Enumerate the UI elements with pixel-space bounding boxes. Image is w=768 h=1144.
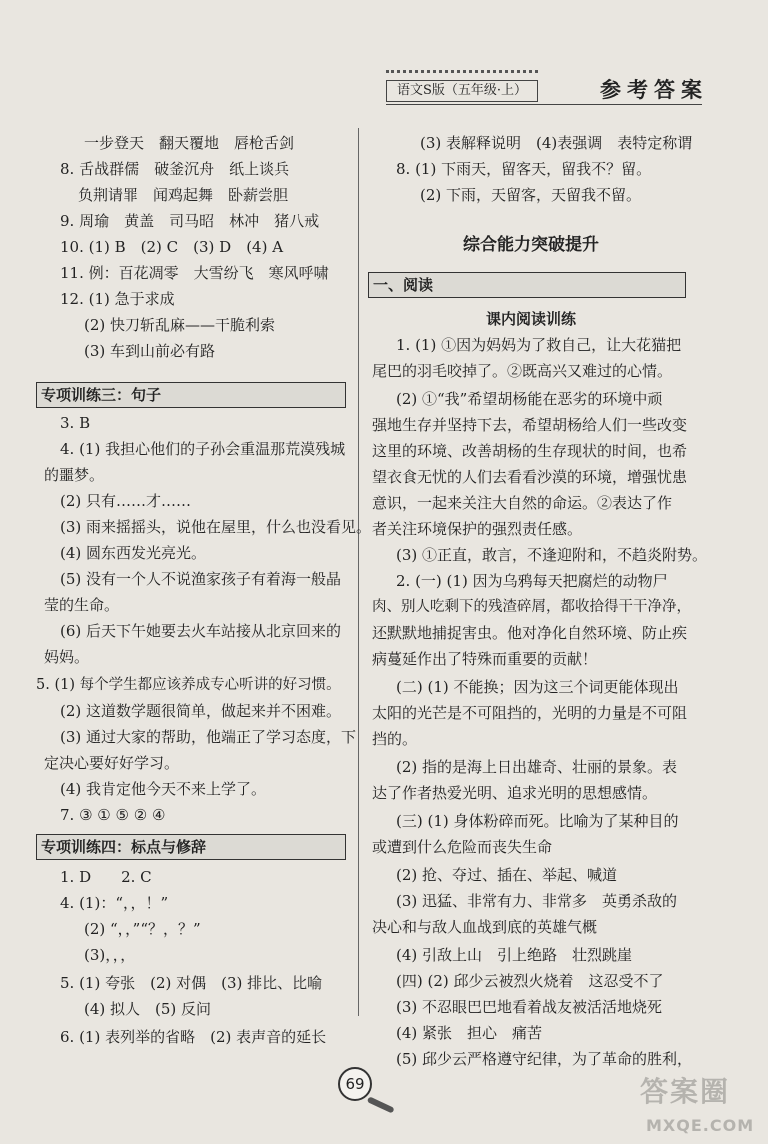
answer-line: 4. (1)：“，，！” [60,894,169,912]
watermark-logo [640,1070,755,1135]
answer-line: 3. B [60,414,91,432]
answer-line: (3) 雨来摇摇头，说他在屋里，什么也没看见。 [60,518,372,536]
answer-line: 1. D 2. C [60,868,152,886]
section-title: 专项训练三：句子 [41,386,162,404]
answer-line: (2) “，，”“？，？” [84,920,201,938]
answer-line: (4) 引敌上山 引上绝路 壮烈跳崖 [396,946,633,964]
answer-line: (2) 这道数学题很简单，做起来并不困难。 [60,702,342,720]
answer-line: 6. (1) 表列举的省略 (2) 表声音的延长 [60,1028,327,1046]
answer-line: 达了作者热爱光明、追求光明的思想感情。 [372,784,658,802]
answer-line: 太阳的光芒是不可阻挡的，光明的力量是不可阻 [372,704,688,722]
answer-line: 强地生存并坚持下去，希望胡杨给人们一些改变 [372,416,688,434]
answer-line: 病蔓延作出了特殊而重要的贡献！ [372,650,598,668]
answer-line: (3)，，， [84,946,136,964]
watermark-url: MXQE.COM [646,1116,755,1135]
answer-line: 的噩梦。 [44,466,105,484]
answer-line: (6) 后天下午她要去火车站接从北京回来的 [60,622,342,640]
answer-line: (二) (1) 不能换；因为这三个词更能体现出 [396,678,679,696]
answer-line: (四) (2) 邱少云被烈火烧着 这忍受不了 [396,972,664,990]
answer-line: 9. 周瑜 黄盖 司马昭 林冲 猪八戒 [60,212,320,230]
answer-line: (3) ①正直，敢言，不逢迎附和，不趋炎附势。 [396,546,708,564]
answer-line: (2) 只有……才…… [60,492,192,510]
answer-line: (5) 没有一个人不说渔家孩子有着海一般晶 [60,570,342,588]
answer-line: (2) 快刀斩乱麻——干脆利索 [84,316,276,334]
answer-line: 4. (1) 我担心他们的子孙会重温那荒漠残城 [60,440,346,458]
answer-line: (4) 我肯定他今天不来上学了。 [60,780,267,798]
answer-line: (2) 下雨，天留客，天留我不留。 [420,186,642,204]
section-header-punctuation [36,834,346,860]
answer-line: 者关注环境保护的强烈责任感。 [372,520,583,538]
section-header-reading [368,272,686,298]
section-title: 专项训练四：标点与修辞 [41,838,207,856]
answer-line: 8. (1) 下雨天，留客天，留我不？留。 [396,160,652,178]
answer-line: 2. (一) (1) 因为乌鸦每天把腐烂的动物尸 [396,572,668,590]
answer-line: (3) 不忍眼巴巴地看着战友被活活地烧死 [396,998,663,1016]
answer-line: 12. (1) 急于求成 [60,290,175,308]
answer-line: (4) 拟人 (5) 反问 [84,1000,212,1018]
sub-title: 课内阅读训练 [485,310,576,328]
section-title: 一、阅读 [373,276,434,294]
answer-line: (3) 迅猛、非常有力、非常多 英勇杀敌的 [396,892,678,910]
answer-line: 10. (1) B (2) C (3) D (4) A [60,238,284,256]
answer-line: 意识，一起来关注大自然的命运。②表达了作 [372,494,673,512]
answer-line: 尾巴的羽毛咬掉了。②既高兴又难过的心情。 [372,362,673,380]
section-header-sentences [36,382,346,408]
answer-line: 挡的。 [372,730,418,748]
answer-line: (2) 指的是海上日出雄奇、壮丽的景象。表 [396,758,678,776]
page-number: 69 [338,1067,372,1101]
answer-line: 还默默地捕捉害虫。他对净化自然环境、防止疾 [372,624,688,642]
answer-line: (3) 表解释说明 (4)表强调 表特定称谓 [420,134,693,152]
answer-line: 7. ③ ① ⑤ ② ④ [60,806,166,824]
section-big-title: 综合能力突破提升 [463,235,599,255]
answer-line: (3) 车到山前必有路 [84,342,216,360]
column-divider [358,128,359,1016]
answer-line: 5. (1) 夸张 (2) 对偶 (3) 排比、比喻 [60,974,323,992]
answer-line: 肉、别人吃剩下的残渣碎屑，都收拾得干干净净， [372,599,691,615]
answer-line: 5. (1) 每个学生都应该养成专心听讲的好习惯。 [36,677,341,693]
answer-line: (3) 通过大家的帮助，他端正了学习态度，下 [60,728,357,746]
answer-line: (2) 抢、夺过、插在、举起、喊道 [396,866,618,884]
answer-line: (三) (1) 身体粉碎而死。比喻为了某种目的 [396,812,679,830]
answer-line: (4) 圆东西发光亮光。 [60,544,207,562]
page-title: 参考答案 [600,77,708,102]
answer-line: 决心和与敌人血战到底的英雄气概 [372,918,598,936]
answer-line: 莹的生命。 [44,596,120,614]
answer-line: 1. (1) ①因为妈妈为了救自己，让大花猫把 [396,336,682,354]
answer-line: 定决心要好好学习。 [44,754,180,772]
edition-label: 语文S版（五年级·上） [386,80,538,102]
answer-line: (5) 邱少云严格遵守纪律，为了革命的胜利， [396,1050,693,1068]
magnifier-handle-icon [367,1096,395,1113]
answer-line: 一步登天 翻天覆地 唇枪舌剑 [84,134,295,152]
answer-line: 或遭到什么危险而丧失生命 [372,838,553,856]
answer-line: 望衣食无忧的人们去看看沙漠的环境，增强忧患 [372,468,688,486]
answer-line: (2) ①“我”希望胡杨能在恶劣的环境中顽 [396,390,663,408]
header-dotted-rule [386,70,538,78]
answer-line: 这里的环境、改善胡杨的生存现状的时间，也希 [372,442,688,460]
answer-line: (4) 紧张 担心 痛苦 [396,1024,543,1042]
answer-line: 负荆请罪 闻鸡起舞 卧薪尝胆 [78,186,289,204]
watermark-text: 答案圈 [640,1075,731,1108]
answer-line: 8. 舌战群儒 破釜沉舟 纸上谈兵 [60,160,290,178]
answer-line: 11. 例：百花凋零 大雪纷飞 寒风呼啸 [60,264,329,282]
answer-line: 妈妈。 [44,648,90,666]
header-rule [386,104,702,105]
